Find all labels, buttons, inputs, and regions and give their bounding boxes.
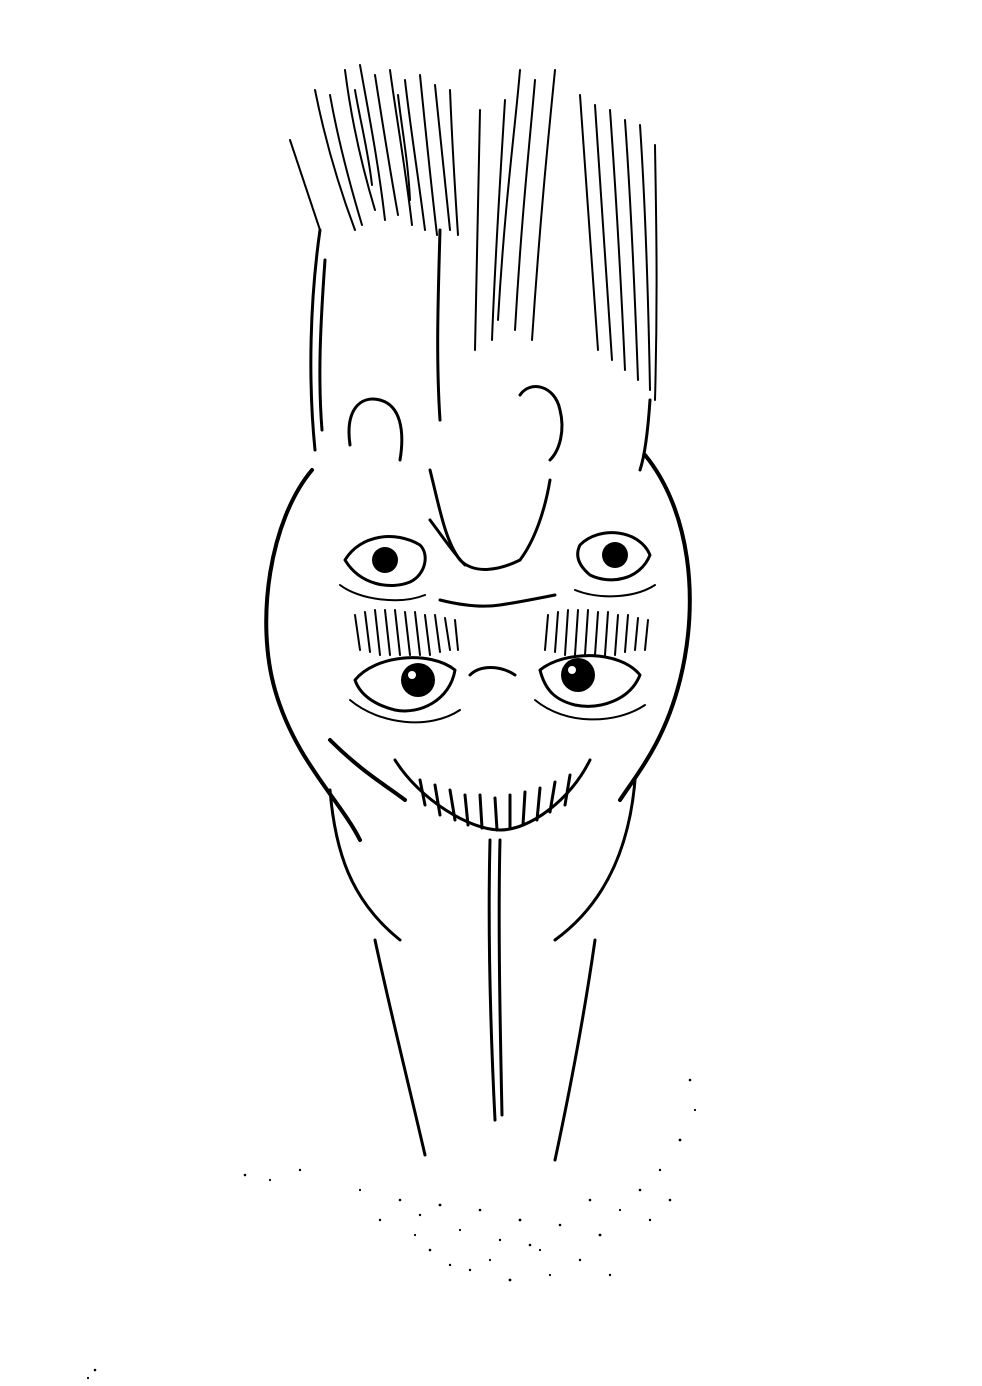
upper-right-eye xyxy=(575,533,655,597)
stipple-shading xyxy=(87,1079,696,1379)
upper-contours xyxy=(311,230,650,470)
lower-right-eye xyxy=(535,656,645,720)
inverted-nose xyxy=(349,387,562,607)
lashes-left xyxy=(355,610,458,655)
hair-strands xyxy=(290,65,657,400)
neck-shoulders xyxy=(330,780,635,1160)
lower-left-eye xyxy=(350,658,460,723)
lashes-right xyxy=(545,610,648,655)
upper-left-eye xyxy=(340,537,425,601)
